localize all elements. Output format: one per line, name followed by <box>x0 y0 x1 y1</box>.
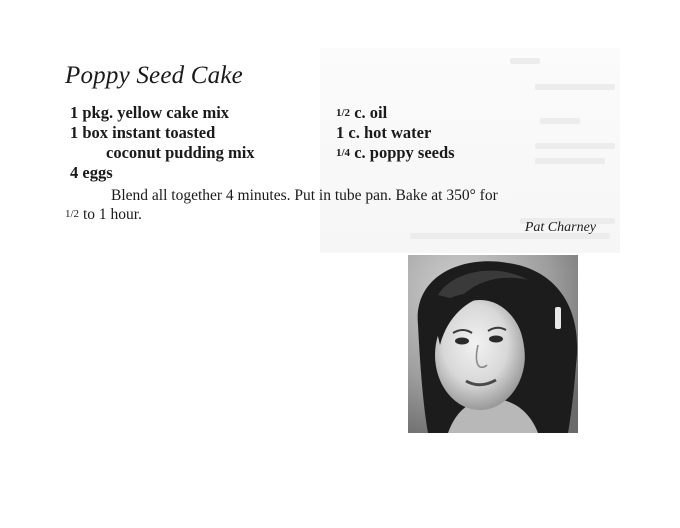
bleed-line <box>535 84 615 90</box>
instructions-text: to 1 hour. <box>79 206 142 223</box>
ingredient-right-1 <box>336 103 387 123</box>
ingredient-right-3 <box>336 143 455 163</box>
ingredient-left-2: 1 box instant toasted <box>70 123 216 142</box>
ingredient-text: c. oil <box>350 103 388 122</box>
ingredient-left-1: 1 pkg. yellow cake mix <box>70 103 230 122</box>
bleed-line <box>540 118 580 124</box>
recipe-title: Poppy Seed Cake <box>65 62 243 89</box>
ingredient-text: 1 c. hot water <box>336 123 432 142</box>
instructions-line-1: Blend all together 4 minutes. Put in tube pan. Bake at 350° for <box>111 187 498 204</box>
portrait-photo-icon <box>408 255 578 433</box>
ingredient-left-3: coconut pudding mix <box>106 143 255 162</box>
bleed-line <box>510 58 540 64</box>
ingredient-text: c. poppy seeds <box>350 143 455 162</box>
portrait-photo <box>408 255 578 433</box>
ingredient-left-4: 4 eggs <box>70 163 113 182</box>
fraction: 1/4 <box>336 147 351 159</box>
recipe-instructions <box>65 186 600 224</box>
fraction: 1/2 <box>336 107 351 119</box>
bleed-line <box>535 158 605 164</box>
bleed-line <box>535 143 615 149</box>
ingredient-right-2 <box>336 123 431 143</box>
instructions-line-2 <box>65 205 600 224</box>
recipe-author: Pat Charney <box>524 220 596 235</box>
fraction: 1/2 <box>65 208 80 220</box>
